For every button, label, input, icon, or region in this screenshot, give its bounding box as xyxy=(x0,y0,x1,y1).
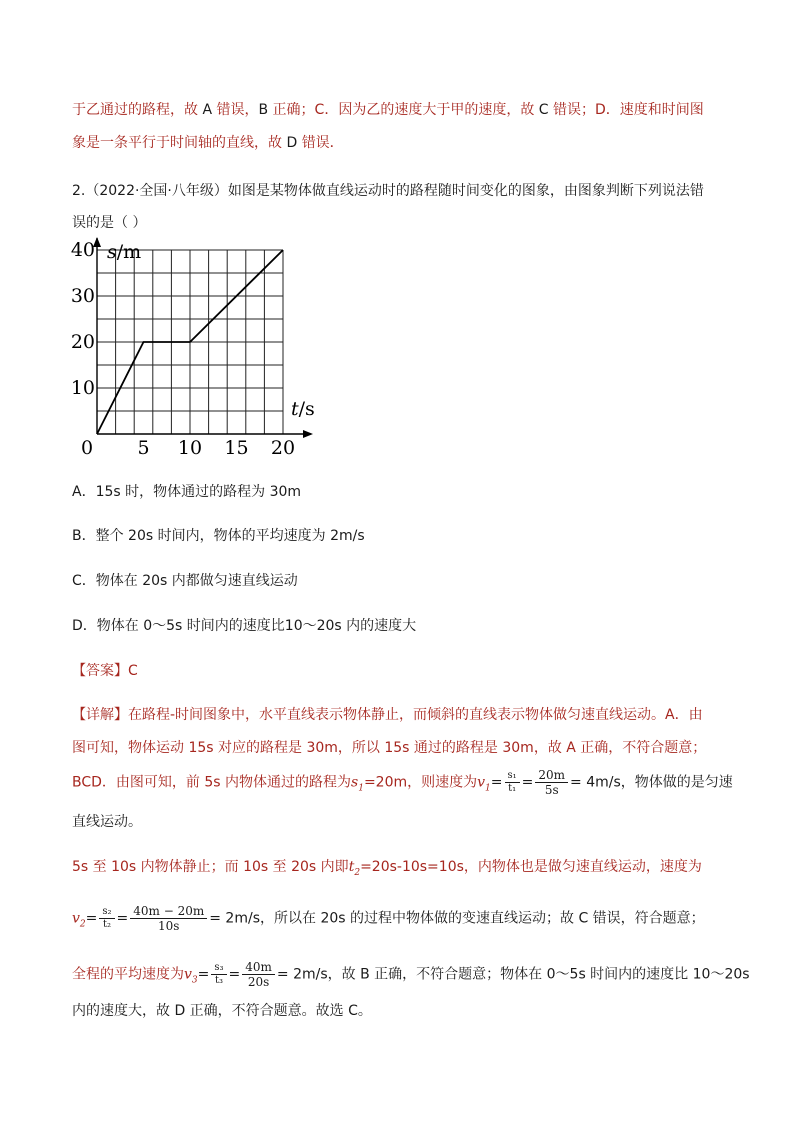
y-tick-label: 10 xyxy=(70,377,95,399)
text-run: = xyxy=(490,774,503,791)
x-tick-label: 0 xyxy=(80,437,94,459)
fraction-40m-20m-10s xyxy=(130,904,207,933)
x-tick-label: 5 xyxy=(137,437,150,459)
text-run: 象是一条平行于时间轴的直线，故 xyxy=(72,135,282,151)
text-run: ，物体做的是匀速 xyxy=(620,774,733,791)
x-tick-label: 10 xyxy=(177,437,203,459)
text-run: = 2m/s xyxy=(209,910,260,927)
symbol-t2: t xyxy=(348,859,355,875)
answer-line xyxy=(72,661,138,681)
text-run: BCD．由图可知，前 5s 内物体通过的路程为 xyxy=(72,774,352,791)
explanation-label: 【详解】 xyxy=(72,707,128,723)
text-run: = xyxy=(197,966,210,983)
y-tick-label: 30 xyxy=(70,285,95,307)
text-run: =20s-10s=10s，内物体也是做匀速直线运动，速度为 xyxy=(360,859,702,875)
text-run: ，故 B 正确，不符合题意；物体在 0～5s 时间内的速度比 10～20s xyxy=(327,966,750,983)
explanation-line-6 xyxy=(72,904,705,934)
fraction-numerator: s₂ xyxy=(99,906,114,919)
answer-value: C xyxy=(128,663,138,679)
x-axis-symbol: t xyxy=(291,398,299,420)
x-tick-label: 15 xyxy=(224,437,249,459)
fraction-numerator: s₃ xyxy=(211,962,226,975)
text-run: =20m，则速度为 xyxy=(363,774,478,791)
symbol-v2: v xyxy=(72,910,80,927)
fraction-denominator: t₂ xyxy=(102,919,111,930)
subscript: 1 xyxy=(485,783,491,794)
subscript: 2 xyxy=(354,867,361,878)
text-run: ，所以在 20s 的过程中物体做的变速直线运动；故 C 错误，符合题意； xyxy=(260,910,705,927)
fraction-numerator: 40m − 20m xyxy=(130,904,207,919)
text-run: B xyxy=(258,102,273,118)
answer-label: 【答案】 xyxy=(72,663,128,679)
fraction-40m-20s xyxy=(242,960,275,989)
prev-solution-line-2 xyxy=(72,133,344,153)
fraction-denominator: 10s xyxy=(158,919,180,933)
explanation-line-5 xyxy=(72,857,702,883)
subscript: 3 xyxy=(191,975,198,986)
fraction-numerator: 40m xyxy=(242,960,275,975)
y-axis-unit: /m xyxy=(116,241,142,263)
fraction-denominator: t₃ xyxy=(214,975,223,986)
subscript: 1 xyxy=(358,783,364,794)
x-axis-arrow xyxy=(303,430,313,438)
x-axis-label xyxy=(291,398,315,420)
subscript: 2 xyxy=(79,919,86,930)
option-a: A．15s 时，物体通过的路程为 30m xyxy=(72,484,302,500)
fraction-denominator: t₁ xyxy=(508,783,517,794)
text-run: 于乙通过的路程，故 xyxy=(72,102,198,118)
option-c: C．物体在 20s 内都做匀速直线运动 xyxy=(72,573,298,589)
fraction-numerator: 20m xyxy=(535,768,568,783)
text-run: = xyxy=(521,774,534,791)
text-run: 错误． xyxy=(301,135,344,151)
option-b: B．整个 20s 时间内，物体的平均速度为 2m/s xyxy=(72,528,365,544)
text-run: D xyxy=(282,135,302,151)
option-d: D．物体在 0～5s 时间内的速度比10～20s 内的速度大 xyxy=(72,618,417,634)
y-tick-label: 40 xyxy=(70,239,95,261)
fraction-s3-t3 xyxy=(211,962,226,987)
text-run: = xyxy=(85,910,98,927)
fraction-numerator: s₁ xyxy=(505,770,520,783)
explanation-line-3 xyxy=(72,768,733,798)
text-run: 错误， xyxy=(216,102,259,118)
explanation-line-8: 内的速度大，故 D 正确，不符合题意。故选 C。 xyxy=(72,1003,372,1019)
text-run: 错误； xyxy=(553,102,596,118)
question-stem-line-2: 误的是（ ） xyxy=(72,215,147,231)
text-run: C．因为乙的速度大于甲的速度，故 xyxy=(314,102,535,118)
explanation-line-2: 图可知，物体运动 15s 对应的路程是 30m，所以 15s 通过的路程是 30m，故 A 正确，不符合题意； xyxy=(72,740,707,756)
text-run: 在路程-时间图象中，水平直线表示物体静止，而倾斜的直线表示物体做匀速直线运动。A．由 xyxy=(128,707,703,723)
text-run: 正确； xyxy=(272,102,315,118)
x-axis-unit: /s xyxy=(298,398,315,420)
text-run: = 2m/s xyxy=(276,966,328,983)
st-graph xyxy=(70,238,335,459)
y-axis-label xyxy=(107,241,141,263)
text-run: C xyxy=(534,102,554,118)
prev-solution-line-1 xyxy=(72,100,704,120)
symbol-s1: s xyxy=(351,774,359,791)
explanation-line-4: 直线运动。 xyxy=(72,814,142,830)
symbol-v3: v xyxy=(184,966,192,983)
text-run: = xyxy=(228,966,241,983)
fraction-denominator: 5s xyxy=(544,783,559,797)
explanation-line-1 xyxy=(72,705,703,725)
fraction-s2-t2 xyxy=(99,906,114,931)
symbol-v1: v xyxy=(477,774,486,791)
x-tick-label: 20 xyxy=(270,437,296,459)
text-run: = 4m/s xyxy=(570,774,621,791)
text-run: 5s 至 10s 内物体静止；而 10s 至 20s 内即 xyxy=(72,859,349,875)
text-run: = xyxy=(116,910,129,927)
fraction-s1-t1 xyxy=(505,770,520,795)
text-run: D．速度和时间图 xyxy=(595,102,704,118)
text-run: 全程的平均速度为 xyxy=(72,966,184,983)
y-axis-symbol: s xyxy=(107,241,117,263)
text-run: A xyxy=(198,102,217,118)
y-tick-label: 20 xyxy=(70,331,95,353)
fraction-20m-5s xyxy=(535,768,568,797)
question-stem-line-1: 2.（2022·全国·八年级）如图是某物体做直线运动时的路程随时间变化的图象，由图象判断下列说法错 xyxy=(72,183,704,199)
explanation-line-7 xyxy=(72,960,750,990)
fraction-denominator: 20s xyxy=(247,975,270,989)
